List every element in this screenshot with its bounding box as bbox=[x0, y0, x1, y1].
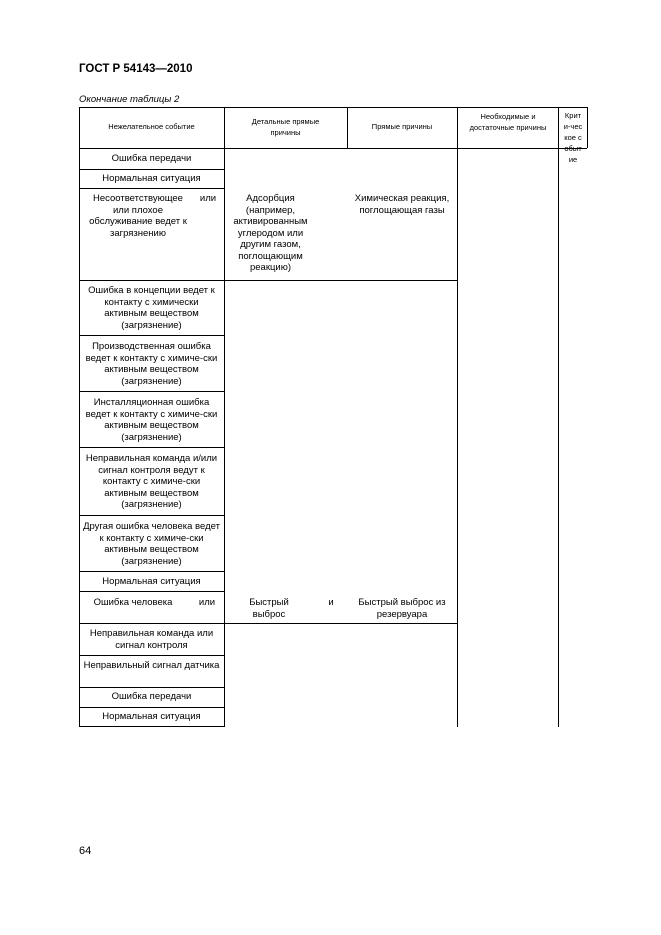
row-wrong-sensor-signal: Неправильный сигнал датчика bbox=[83, 660, 220, 671]
row-separator bbox=[79, 655, 224, 656]
row-separator bbox=[79, 447, 224, 448]
header-undesired-event: Нежелательное событие bbox=[108, 122, 195, 131]
row-design-error: Ошибка в концепции ведет к контакту с химически активным веществом (загрязнение) bbox=[88, 285, 215, 331]
row-normal-situation: Нормальная ситуация bbox=[102, 173, 201, 184]
row-normal-situation: Нормальная ситуация bbox=[102, 711, 201, 722]
row-separator bbox=[79, 571, 224, 572]
row-improper-maintenance: Несоответствующее или плохое обслуживание ведет к загрязнению bbox=[89, 193, 187, 239]
row-separator bbox=[79, 726, 224, 727]
header-detailed-direct-causes: Детальные прямые причины bbox=[251, 117, 320, 137]
connector-or: или bbox=[199, 193, 217, 204]
detail-adsorption: Адсорбция (например, активированным углеродом или другим газом, поглощающим реакцию) bbox=[233, 193, 308, 273]
row-separator bbox=[79, 391, 224, 392]
table-top-border bbox=[79, 107, 587, 108]
row-separator bbox=[79, 169, 224, 170]
row-separator bbox=[79, 188, 224, 189]
row-transmission-error: Ошибка передачи bbox=[111, 691, 192, 702]
row-separator bbox=[79, 707, 224, 708]
col-border-3 bbox=[457, 107, 458, 727]
header-bottom-border bbox=[79, 148, 587, 149]
row-wrong-command-signal: Неправильная команда или сигнал контроля bbox=[89, 628, 214, 651]
row-other-human-error: Другая ошибка человека ведет к контакту с химиче-ски активным веществом (загрязнение) bbox=[83, 521, 220, 567]
row-human-error: Ошибка человека bbox=[93, 597, 173, 608]
direct-chemical-reaction: Химическая реакция, поглощающая газы bbox=[354, 193, 450, 216]
row-separator bbox=[79, 623, 457, 624]
row-separator bbox=[79, 335, 224, 336]
page-number: 64 bbox=[79, 845, 92, 857]
row-transmission-error: Ошибка передачи bbox=[111, 153, 192, 164]
row-separator bbox=[79, 591, 224, 592]
row-separator bbox=[79, 515, 224, 516]
header-necessary-sufficient-causes: Необходимые и достаточные причины bbox=[469, 112, 547, 132]
col-border-4 bbox=[558, 107, 559, 727]
col-border-1 bbox=[224, 107, 225, 727]
document-header: ГОСТ Р 54143—2010 bbox=[79, 63, 193, 75]
row-production-error: Производственная ошибка ведет к контакту с химиче-ски активным веществом (загрязнение) bbox=[85, 341, 218, 387]
col-border-left bbox=[79, 107, 80, 727]
direct-rapid-release-tank: Быстрый выброс из резервуара bbox=[358, 597, 446, 620]
header-critical-event: Крити-ческое событие bbox=[563, 111, 583, 164]
col-border-right bbox=[587, 107, 588, 148]
table-caption: Окончание таблицы 2 bbox=[79, 94, 180, 105]
col-border-2 bbox=[347, 107, 348, 148]
row-installation-error: Инсталляционная ошибка ведет к контакту с химиче-ски активным веществом (загрязнение) bbox=[85, 397, 218, 443]
row-wrong-command: Неправильная команда и/или сигнал контроля ведут к контакту с химиче-ски активным веществом (загрязнение) bbox=[85, 453, 218, 510]
connector-and: и bbox=[328, 597, 334, 608]
row-separator bbox=[79, 687, 224, 688]
row-normal-situation: Нормальная ситуация bbox=[102, 576, 201, 587]
detail-rapid-release: Быстрый выброс bbox=[249, 597, 289, 620]
connector-or: или bbox=[198, 597, 216, 608]
row-separator bbox=[79, 280, 457, 281]
header-direct-causes: Прямые причины bbox=[371, 122, 433, 131]
